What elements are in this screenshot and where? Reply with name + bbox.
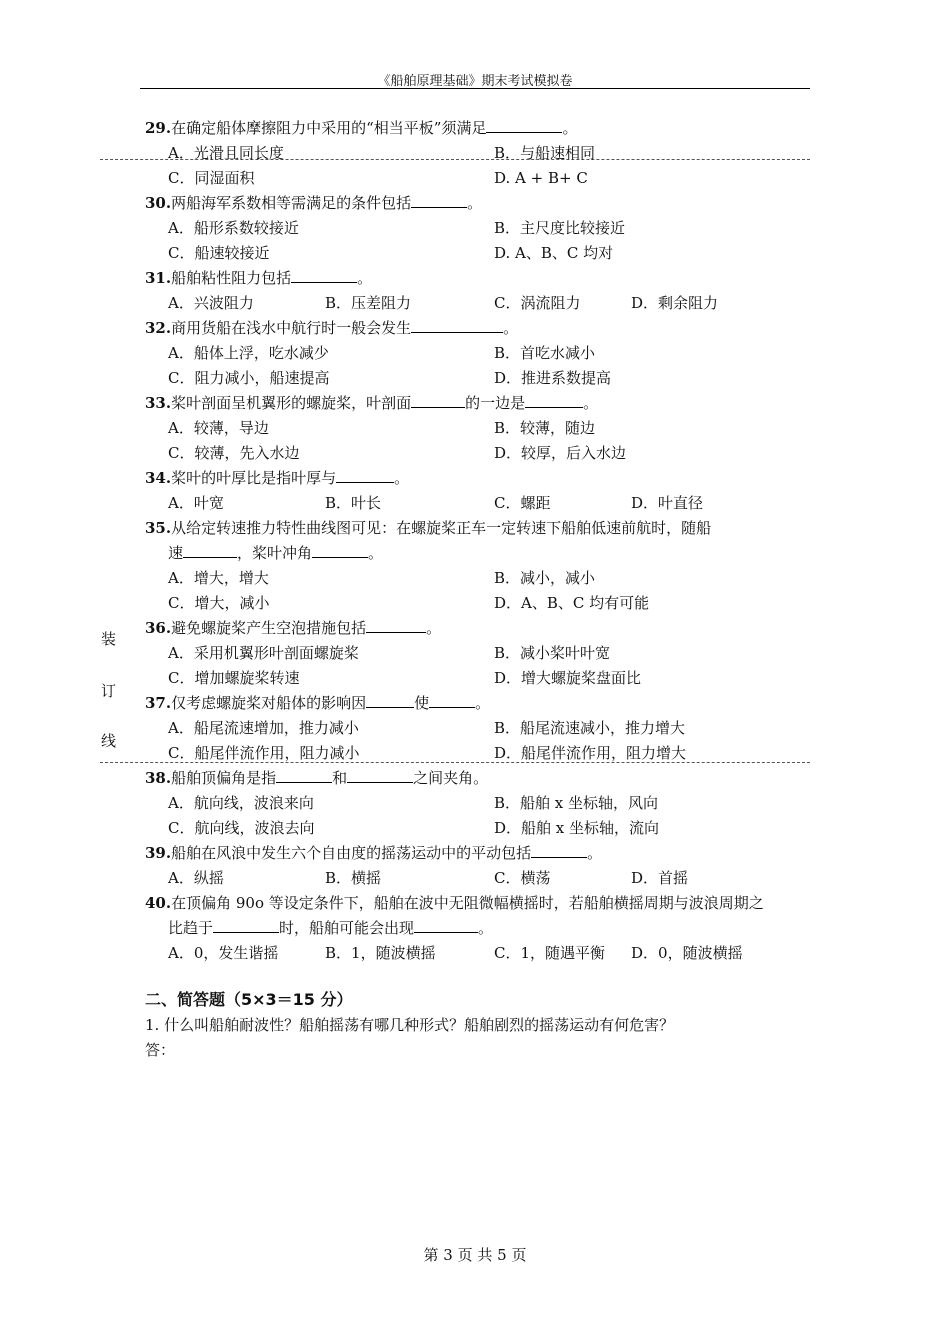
answer-blank (183, 543, 237, 558)
short-answer-question-1: 1. 什么叫船舶耐波性？船舶摇荡有哪几种形式？船舶剧烈的摇荡运动有何危害？ (145, 1016, 675, 1034)
answer-blank (411, 193, 467, 208)
question-number: 31. (145, 269, 172, 287)
option: B．与船速相同 (494, 144, 596, 162)
option: A．叶宽 (168, 494, 224, 512)
option: D．叶直径 (631, 494, 704, 512)
answer-blank (429, 693, 475, 708)
answer-label: 答： (145, 1041, 176, 1059)
section-title: 二、简答题（5×3＝15 分） (145, 990, 353, 1009)
option: C．船尾伴流作用，阻力减小 (168, 744, 360, 762)
answer-blank (366, 693, 414, 708)
question-34: 34.桨叶的叶厚比是指叶厚与 。 (145, 469, 410, 487)
option: C．横荡 (494, 869, 551, 887)
question-29: 29.在确定船体摩擦阻力中采用的“相当平板”须满足 。 (145, 119, 578, 137)
question-number: 36. (145, 619, 172, 637)
option: B．减小，减小 (494, 569, 596, 587)
question-number: 37. (145, 694, 172, 712)
question-33: 33.桨叶剖面呈机翼形的螺旋桨，叶剖面 的一边是 。 (145, 394, 599, 412)
question-37: 37.仅考虑螺旋桨对船体的影响因 使 。 (145, 694, 491, 712)
option: C．阻力减小，船速提高 (168, 369, 330, 387)
answer-blank (312, 543, 368, 558)
binding-char-2: 订 (101, 682, 117, 700)
question-number: 40. (145, 894, 172, 912)
option: A．采用机翼形叶剖面螺旋桨 (168, 644, 359, 662)
answer-blank (414, 918, 478, 933)
question-31: 31.船舶粘性阻力包括 。 (145, 269, 373, 287)
question-36: 36.避免螺旋桨产生空泡措施包括 。 (145, 619, 442, 637)
option: C．增大，减小 (168, 594, 270, 612)
option: A．纵摇 (168, 869, 224, 887)
option: D. A、B、C 均对 (494, 244, 614, 262)
option: B．横摇 (325, 869, 382, 887)
question-40: 40.在顶偏角 90o 等设定条件下，船舶在波中无阻微幅横摇时，若船舶横摇周期与波浪周期之 (145, 894, 764, 912)
option: D．增大螺旋桨盘面比 (494, 669, 642, 687)
answer-blank (276, 768, 332, 783)
option: C．船速较接近 (168, 244, 270, 262)
option: A．较薄，导边 (168, 419, 269, 437)
option: D．0，随波横摇 (631, 944, 743, 962)
header-rule (140, 88, 810, 89)
option: A．船体上浮，吃水减少 (168, 344, 329, 362)
option: A．光滑且同长度 (168, 144, 284, 162)
binding-char-3: 线 (101, 732, 117, 750)
option: B．减小桨叶叶宽 (494, 644, 611, 662)
page-footer: 第 3 页 共 5 页 (423, 1246, 527, 1264)
question-number: 34. (145, 469, 172, 487)
question-number: 35. (145, 519, 172, 537)
option: D．A、B、C 均有可能 (494, 594, 650, 612)
option: D．首摇 (631, 869, 689, 887)
answer-blank (411, 393, 465, 408)
option: A．0，发生谐摇 (168, 944, 279, 962)
question-30: 30.两船海军系数相等需满足的条件包括 。 (145, 194, 483, 212)
answer-blank (525, 393, 583, 408)
option: A．增大，增大 (168, 569, 269, 587)
binding-char-1: 装 (101, 630, 117, 648)
option: B．主尺度比较接近 (494, 219, 626, 237)
option: D. A + B+ C (494, 169, 588, 187)
option: C．增加螺旋桨转速 (168, 669, 300, 687)
option: C．螺距 (494, 494, 551, 512)
question-number: 38. (145, 769, 172, 787)
option: C．同湿面积 (168, 169, 255, 187)
option: B．1，随波横摇 (325, 944, 436, 962)
option: B．首吃水减小 (494, 344, 596, 362)
option: C．涡流阻力 (494, 294, 581, 312)
option: B．压差阻力 (325, 294, 412, 312)
question-number: 30. (145, 194, 172, 212)
question-number: 39. (145, 844, 172, 862)
option: A．兴波阻力 (168, 294, 254, 312)
option: D．剩余阻力 (631, 294, 719, 312)
option: D．推进系数提高 (494, 369, 612, 387)
option: C．较薄，先入水边 (168, 444, 300, 462)
question-38: 38.船舶顶偏角是指 和 之间夹角。 (145, 769, 489, 787)
question-number: 32. (145, 319, 172, 337)
option: C．1，随遇平衡 (494, 944, 606, 962)
option: A．航向线，波浪来向 (168, 794, 314, 812)
question-35: 35.从给定转速推力特性曲线图可见：在螺旋桨正车一定转速下船舶低速前航时，随船 (145, 519, 712, 537)
answer-blank (291, 268, 357, 283)
option: B．船舶 x 坐标轴，风向 (494, 794, 659, 812)
option: B．较薄，随边 (494, 419, 596, 437)
answer-blank (213, 918, 279, 933)
question-39: 39.船舶在风浪中发生六个自由度的摇荡运动中的平动包括 。 (145, 844, 603, 862)
question-number: 33. (145, 394, 172, 412)
question-number: 29. (145, 119, 172, 137)
answer-blank (531, 843, 587, 858)
option: D．船舶 x 坐标轴，流向 (494, 819, 660, 837)
question-35-continued: 速 ，桨叶冲角 。 (168, 544, 384, 562)
option: C．航向线，波浪去向 (168, 819, 315, 837)
option: B．船尾流速减小，推力增大 (494, 719, 686, 737)
answer-blank (411, 318, 503, 333)
answer-blank (366, 618, 426, 633)
answer-blank (347, 768, 413, 783)
option: A．船形系数较接近 (168, 219, 299, 237)
option: D．船尾伴流作用，阻力增大 (494, 744, 687, 762)
option: A．船尾流速增加，推力减小 (168, 719, 359, 737)
answer-blank (486, 118, 562, 133)
option: B．叶长 (325, 494, 382, 512)
option: D．较厚，后入水边 (494, 444, 627, 462)
answer-blank (336, 468, 394, 483)
question-40-continued: 比趋于 时，船舶可能会出现 。 (168, 919, 494, 937)
page-header: 《船舶原理基础》期末考试模拟卷 (377, 74, 573, 89)
question-32: 32.商用货船在浅水中航行时一般会发生 。 (145, 319, 519, 337)
